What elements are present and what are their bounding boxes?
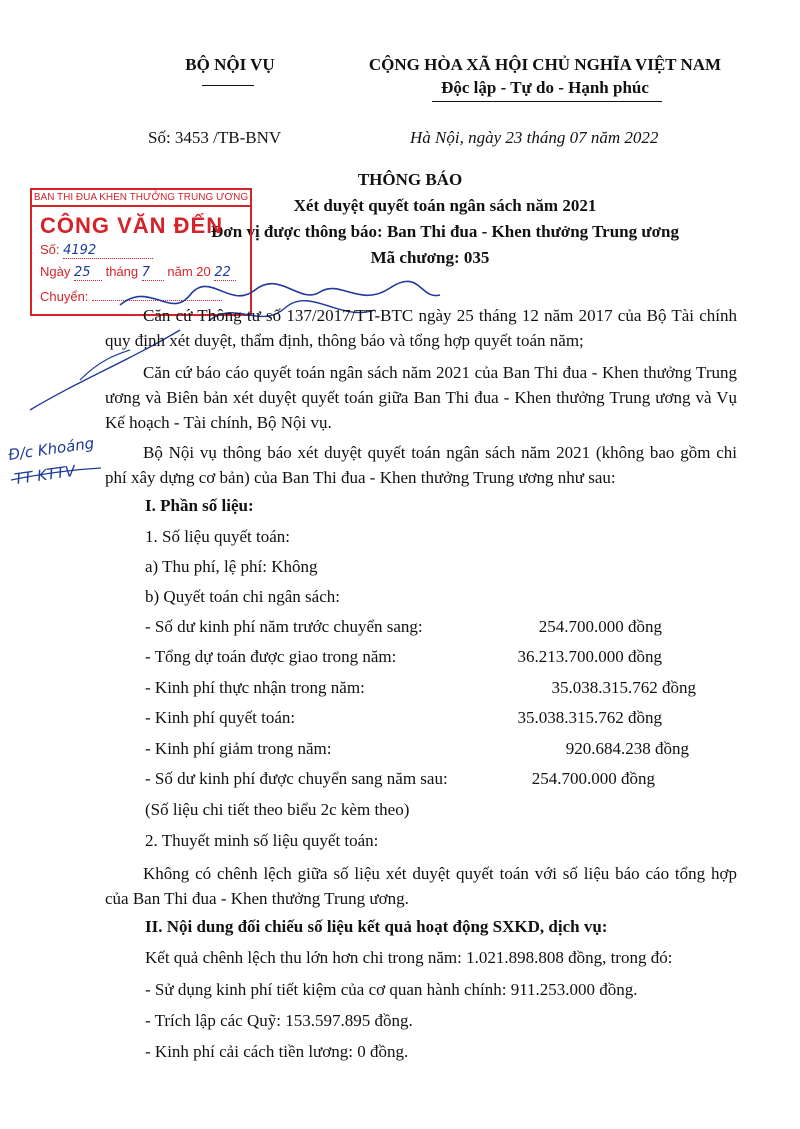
stamp-number-label: Số:	[40, 242, 60, 257]
section-2-line-3: - Trích lập các Quỹ: 153.597.895 đồng.	[145, 1011, 413, 1030]
budget-row-label: - Tổng dự toán được giao trong năm:	[145, 647, 397, 666]
notice-title: THÔNG BÁO	[357, 170, 463, 189]
margin-note-1: Đ/c Khoáng	[7, 434, 96, 464]
budget-row-label: - Kinh phí quyết toán:	[145, 708, 296, 727]
section-2-line-2: - Sử dụng kinh phí tiết kiệm của cơ quan hành chính: 911.253.000 đồng.	[145, 980, 638, 999]
budget-row-label: - Kinh phí giảm trong năm:	[145, 739, 332, 758]
stamp-month-value: 7	[142, 265, 164, 281]
paragraph-legal-basis-2	[105, 360, 737, 435]
section-1-heading: I. Phần số liệu:	[145, 496, 254, 515]
national-motto: Độc lập - Tự do - Hạnh phúc	[441, 78, 649, 97]
section-1-item-a: a) Thu phí, lệ phí: Không	[145, 557, 318, 576]
section-1-item-b: b) Quyết toán chi ngân sách:	[145, 587, 340, 606]
budget-row-amount: 36.213.700.000 đồng	[517, 647, 662, 666]
ministry-underline	[202, 85, 254, 86]
budget-row-amount: 35.038.315.762 đồng	[551, 678, 696, 697]
section-1-item-2: 2. Thuyết minh số liệu quyết toán:	[145, 831, 379, 850]
paragraph-3-text: Bộ Nội vụ thông báo xét duyệt quyết toán ngân sách năm 2021 (không bao gồm chi phí xây dựng cơ bản) của Ban Thi đua - Khen thưởng Trung ương như sau:	[105, 443, 737, 487]
section-1-item-1: 1. Số liệu quyết toán:	[145, 527, 290, 546]
place-date: Hà Nội, ngày 23 tháng 07 năm 2022	[410, 128, 659, 147]
stamp-forward-label: Chuyển:	[40, 289, 89, 304]
document-number: Số: 3453 /TB-BNV	[148, 128, 282, 147]
section-2-line-4: - Kinh phí cải cách tiền lương: 0 đồng.	[145, 1042, 409, 1061]
notice-recipient: Đơn vị được thông báo: Ban Thi đua - Khen thưởng Trung ương	[211, 222, 679, 241]
motto-underline	[432, 101, 662, 102]
section-2-heading: II. Nội dung đối chiếu số liệu kết quả hoạt động SXKD, dịch vụ:	[145, 917, 608, 936]
section-2-line-1: Kết quả chênh lệch thu lớn hơn chi trong năm: 1.021.898.808 đồng, trong đó:	[145, 948, 673, 967]
explanation-paragraph	[105, 861, 737, 911]
stamp-number-value: 4192	[63, 243, 153, 259]
paragraph-announcement	[105, 440, 737, 490]
paragraph-legal-basis-1	[105, 303, 737, 353]
budget-row-amount: 254.700.000 đồng	[531, 769, 655, 788]
chapter-code: Mã chương: 035	[370, 248, 490, 267]
national-title: CỘNG HÒA XÃ HỘI CHỦ NGHĨA VIỆT NAM	[368, 55, 722, 74]
budget-row-label: - Kinh phí thực nhận trong năm:	[145, 678, 365, 697]
stamp-title: CÔNG VĂN ĐẾN	[40, 213, 224, 238]
stamp-org: BAN THI ĐUA KHEN THƯỞNG TRUNG ƯƠNG	[32, 192, 250, 207]
paragraph-2-text: Căn cứ báo cáo quyết toán ngân sách năm 2021 của Ban Thi đua - Khen thưởng Trung ương và Biên bản xét duyệt quyết toán giữa Ban Thi đua - Khen thưởng Trung ương và Vụ Kế hoạch - Tài chính, Bộ Nội vụ.	[105, 363, 737, 432]
stamp-number-row	[40, 242, 153, 259]
stamp-year-label: năm 20	[167, 264, 211, 279]
ministry-name: BỘ NỘI VỤ	[185, 55, 275, 74]
budget-row-amount: 254.700.000 đồng	[538, 617, 662, 636]
paragraph-1-text: Căn cứ Thông tư số 137/2017/TT-BTC ngày 25 tháng 12 năm 2017 của Bộ Tài chính quy định xét duyệt, thẩm định, thông báo và tổng hợp quyết toán năm;	[105, 306, 737, 350]
budget-row-amount: 920.684.238 đồng	[565, 739, 689, 758]
detail-note: (Số liệu chi tiết theo biểu 2c kèm theo)	[145, 800, 410, 819]
stamp-month-label: tháng	[105, 264, 139, 279]
explanation-text: Không có chênh lệch giữa số liệu xét duyệt quyết toán với số liệu báo cáo tổng hợp của Ban Thi đua - Khen thưởng Trung ương.	[105, 864, 737, 908]
stamp-day-value: 25	[74, 265, 102, 281]
budget-row-label: - Số dư kinh phí được chuyển sang năm sau:	[145, 769, 448, 788]
budget-row-amount: 35.038.315.762 đồng	[517, 708, 662, 727]
notice-subtitle: Xét duyệt quyết toán ngân sách năm 2021	[293, 196, 597, 215]
budget-row-label: - Số dư kinh phí năm trước chuyển sang:	[145, 617, 423, 636]
stamp-day-label: Ngày	[40, 264, 71, 279]
margin-note-2: TT KTTV	[13, 461, 77, 489]
stamp-year-value: 22	[214, 265, 236, 281]
